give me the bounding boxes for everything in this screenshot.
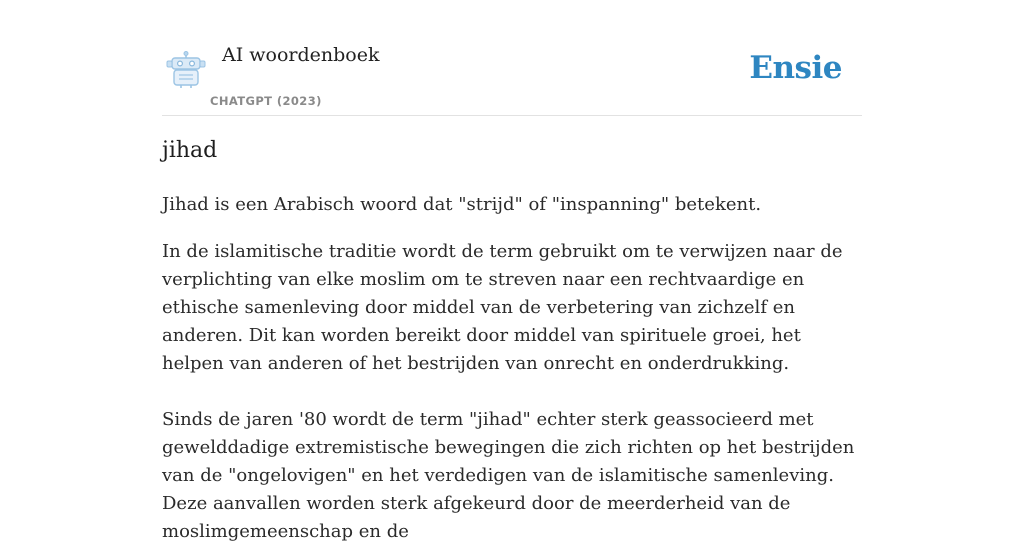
source-label: CHATGPT (2023) [210,94,322,108]
dictionary-title[interactable]: AI woordenboek [222,44,380,66]
definition-paragraph: Sinds de jaren '80 wordt de term "jihad" echter sterk geassocieerd met gewelddadige extremistische bewegingen die zich richten op het bestrijden van de "ongelovigen" en het verdedigen van de islamitische samenleving. Deze aanvallen worden sterk afgekeurd door de meerderheid van de moslimgemeenschap en de [162,409,855,542]
definition-paragraph: In de islamitische traditie wordt de term gebruikt om te verwijzen naar de verplichting van elke moslim om te streven naar een rechtvaardige en ethische samenleving door middel van de verbetering van zichzelf en anderen. Dit kan worden bereikt door middel van spirituele groei, het helpen van anderen of het bestrijden van onrecht en onderdrukking. [162,241,843,374]
brand-logo[interactable]: Ensie [749,50,842,86]
robot-icon [166,51,206,89]
definition-lead: Jihad is een Arabisch woord dat "strijd" of "inspanning" betekent. [162,194,762,215]
header [162,0,862,116]
paragraph-gap [162,378,862,406]
headword: jihad [162,138,218,163]
page [162,0,862,542]
definition [162,191,862,546]
